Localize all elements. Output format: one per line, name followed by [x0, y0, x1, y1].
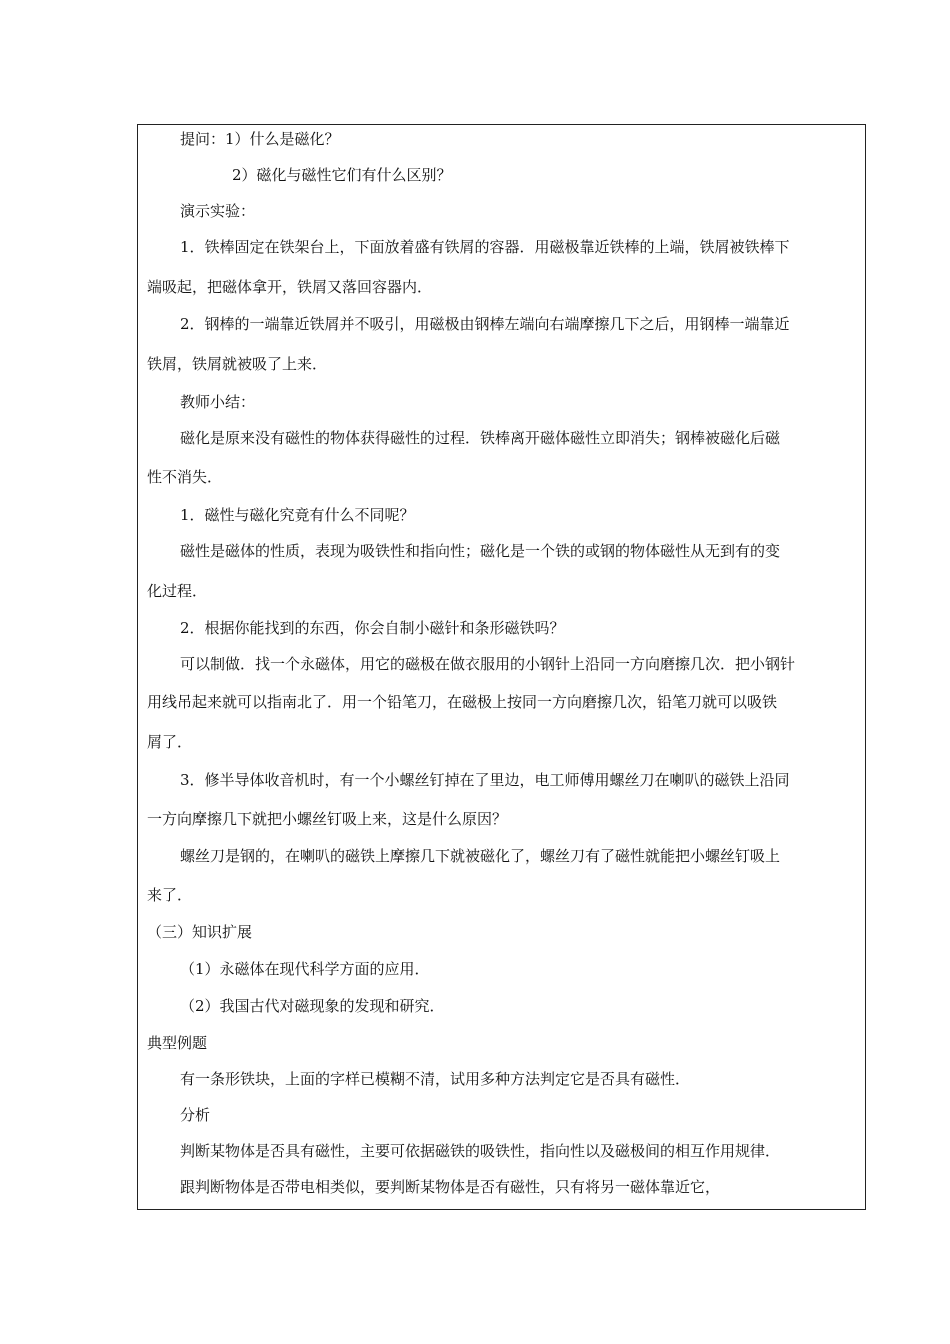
section-heading: （三）知识扩展 — [147, 923, 253, 941]
text-line: （2）我国古代对磁现象的发现和研究． — [180, 997, 445, 1015]
text-line: 磁化是原来没有磁性的物体获得磁性的过程．铁棒离开磁体磁性立即消失；钢棒被磁化后磁 — [180, 429, 781, 447]
text-line: 分析 — [180, 1106, 211, 1124]
text-line: 3．修半导体收音机时，有一个小螺丝钉掉在了里边，电工师傅用螺丝刀在喇叭的磁铁上沿同 — [180, 771, 790, 789]
text-line: 提问：1）什么是磁化？ — [180, 130, 340, 148]
text-line: 性不消失． — [147, 468, 223, 486]
text-line: 一方向摩擦几下就把小螺丝钉吸上来，这是什么原因？ — [147, 810, 508, 828]
text-line: （1）永磁体在现代科学方面的应用． — [180, 960, 430, 978]
text-line: 1．铁棒固定在铁架台上，下面放着盛有铁屑的容器．用磁极靠近铁棒的上端，铁屑被铁棒下 — [180, 238, 790, 256]
text-line: 可以制做．找一个永磁体，用它的磁极在做衣服用的小钢针上沿同一方向磨擦几次．把小钢针 — [180, 655, 796, 673]
text-line: 教师小结： — [180, 393, 256, 411]
text-line: 跟判断物体是否带电相类似，要判断某物体是否有磁性，只有将另一磁体靠近它， — [180, 1178, 721, 1196]
text-line: 屑了． — [147, 733, 193, 751]
text-line: 2）磁化与磁性它们有什么区别？ — [232, 166, 452, 184]
section-heading: 典型例题 — [147, 1034, 208, 1052]
text-line: 演示实验： — [180, 202, 256, 220]
text-line: 铁屑，铁屑就被吸了上来． — [147, 355, 328, 373]
text-line: 判断某物体是否具有磁性，主要可依据磁铁的吸铁性，指向性以及磁极间的相互作用规律． — [180, 1142, 781, 1160]
text-line: 1．磁性与磁化究竟有什么不同呢？ — [180, 506, 415, 524]
text-line: 有一条形铁块，上面的字样已模糊不清，试用多种方法判定它是否具有磁性． — [180, 1070, 691, 1088]
text-line: 2．根据你能找到的东西，你会自制小磁针和条形磁铁吗？ — [180, 619, 565, 637]
text-line: 螺丝刀是钢的，在喇叭的磁铁上摩擦几下就被磁化了，螺丝刀有了磁性就能把小螺丝钉吸上 — [180, 847, 781, 865]
text-line: 磁性是磁体的性质，表现为吸铁性和指向性；磁化是一个铁的或钢的物体磁性从无到有的变 — [180, 542, 781, 560]
text-line: 用线吊起来就可以指南北了．用一个铅笔刀，在磁极上按同一方向磨擦几次，铅笔刀就可以吸铁 — [147, 693, 778, 711]
text-line: 2．钢棒的一端靠近铁屑并不吸引，用磁极由钢棒左端向右端摩擦几下之后，用钢棒一端靠近 — [180, 315, 790, 333]
text-line: 化过程． — [147, 582, 208, 600]
text-line: 端吸起，把磁体拿开，铁屑又落回容器内． — [147, 278, 433, 296]
text-line: 来了． — [147, 886, 193, 904]
